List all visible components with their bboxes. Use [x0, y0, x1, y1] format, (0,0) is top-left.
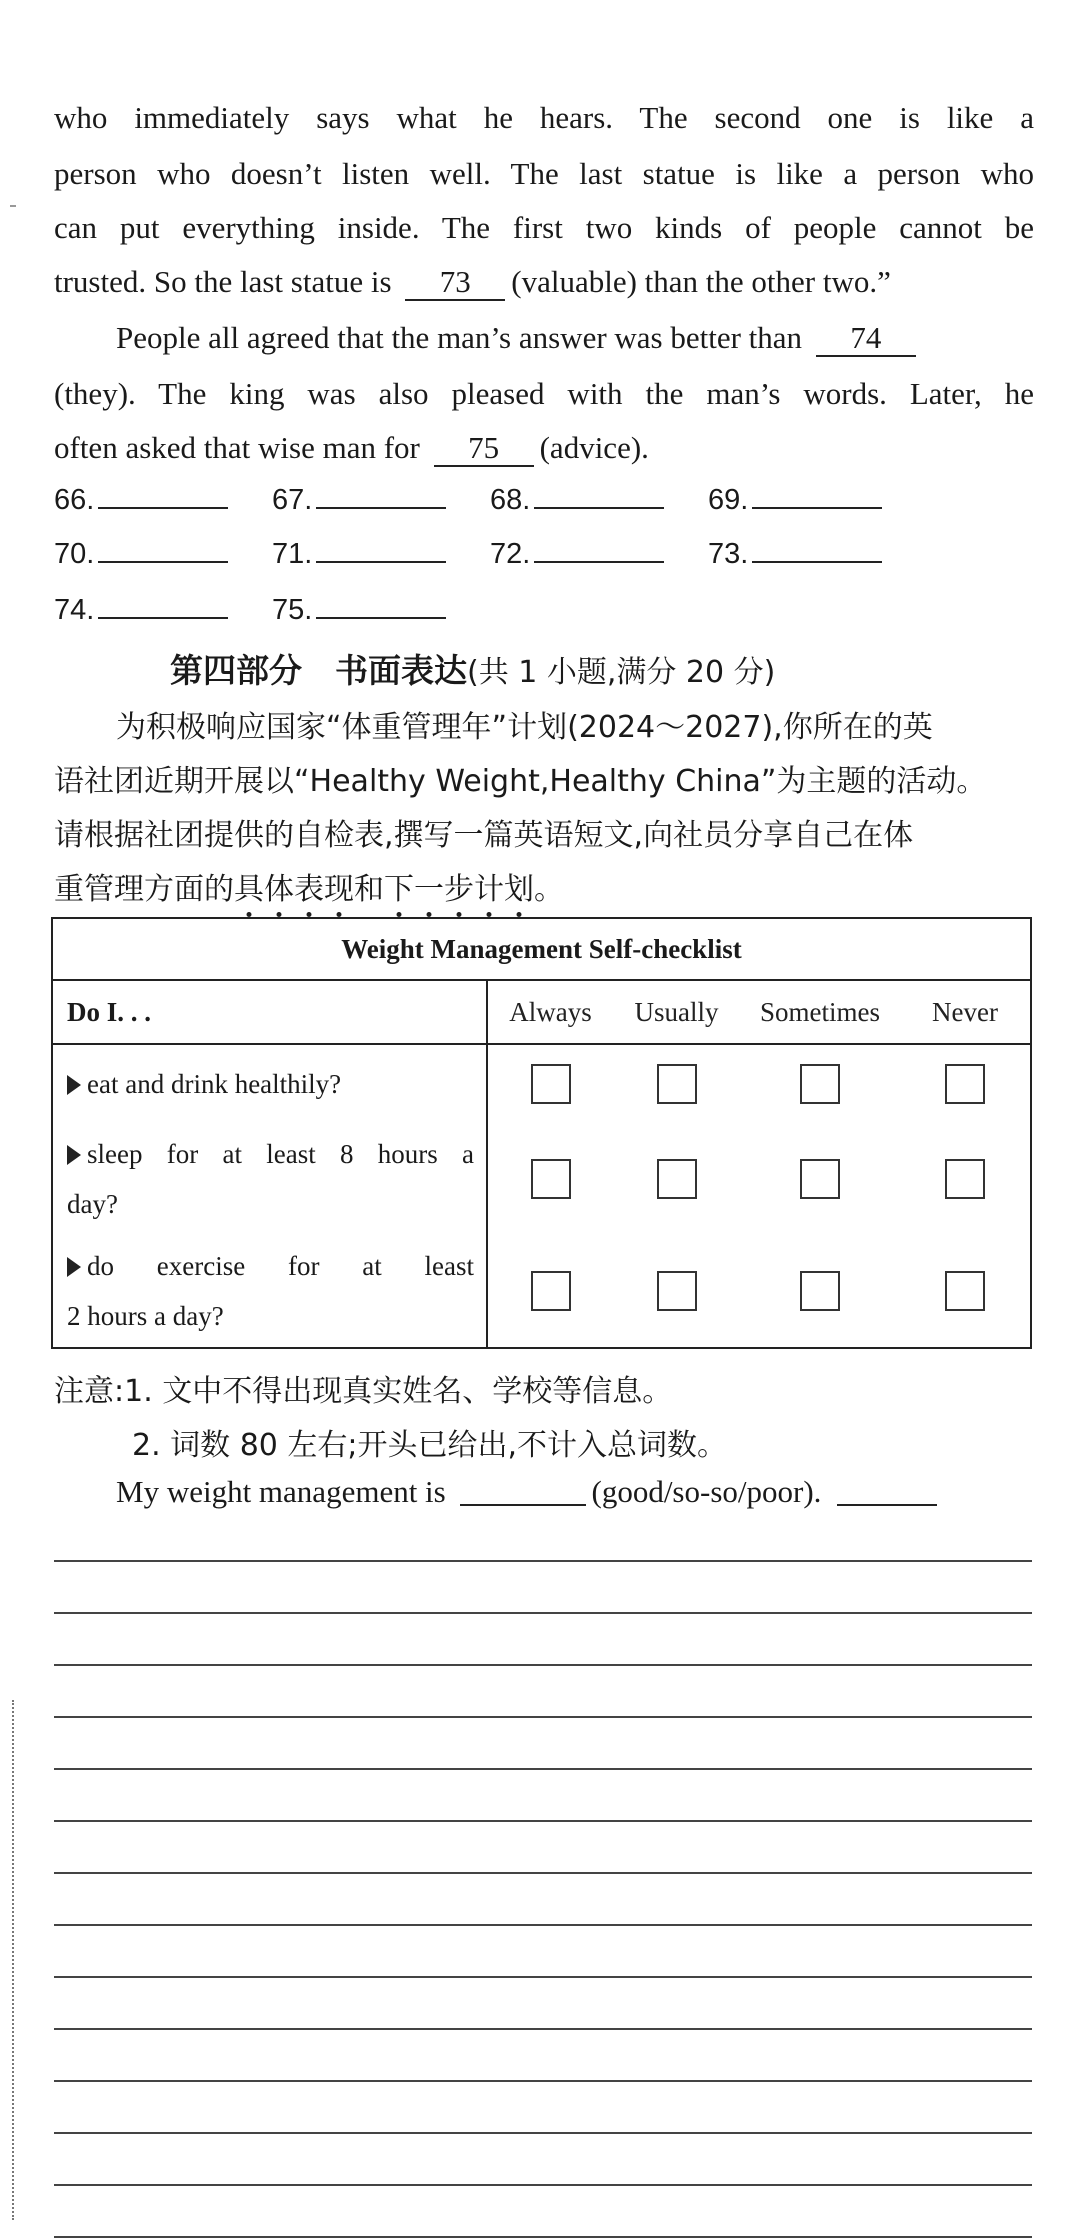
emphasis-character: 表: [294, 872, 324, 907]
answer-70[interactable]: [54, 538, 228, 571]
passage-line-1: who immediately says what he hears. The second one is like a: [54, 100, 1034, 135]
emphasis-character: 步: [444, 872, 474, 907]
emphasis-character: 具: [234, 872, 264, 907]
note-1: 1. 文中不得出现真实姓名、学校等信息。: [124, 1374, 673, 1409]
emphasis-character: 计: [474, 872, 504, 907]
self-checklist-table: [51, 917, 1032, 1349]
answer-number: 73.: [708, 538, 749, 570]
passage-line-3: can put everything inside. The first two kinds of people cannot be: [54, 210, 1034, 245]
section-score: (共 1 小题,满分 20 分): [467, 655, 776, 690]
answer-number: 71.: [272, 538, 313, 570]
option-cell: [900, 1123, 1031, 1235]
passage-text: (advice).: [539, 430, 649, 465]
passage-text: (valuable) than the other two.”: [511, 264, 891, 299]
emphasis-character: 体: [264, 872, 294, 907]
checkbox-usually[interactable]: [657, 1159, 697, 1199]
section-title: [170, 645, 775, 692]
option-cell: [487, 1235, 613, 1348]
writing-line[interactable]: [54, 1664, 1032, 1666]
option-cell: [613, 1123, 740, 1235]
option-cell: [487, 1123, 613, 1235]
writing-line[interactable]: [54, 1612, 1032, 1614]
prompt-line-1: 为积极响应国家“体重管理年”计划(2024～2027),你所在的英: [116, 710, 933, 745]
triangle-bullet-icon: [67, 1145, 81, 1165]
opening-options: (good/so-so/poor).: [591, 1474, 822, 1509]
writing-line[interactable]: [54, 1924, 1032, 1926]
answer-line[interactable]: [98, 561, 228, 563]
emphasis-character: 划: [504, 872, 534, 907]
answer-line[interactable]: [534, 561, 664, 563]
option-cell: [900, 1235, 1031, 1348]
answer-72[interactable]: [490, 538, 664, 571]
passage-line-6: (they). The king was also pleased with the man’s words. Later, he: [54, 376, 1034, 411]
answer-number: 70.: [54, 538, 95, 570]
passage-line-4: [54, 264, 1034, 301]
checklist-row: [52, 1123, 1031, 1235]
opening-sentence: [116, 1474, 1034, 1510]
margin-mark: [10, 205, 16, 207]
writing-line[interactable]: [54, 1716, 1032, 1718]
checklist-row: [52, 1235, 1031, 1348]
checkbox-sometimes[interactable]: [800, 1159, 840, 1199]
blank-75: 75: [434, 432, 534, 467]
question-cell: [52, 1044, 487, 1123]
prompt-text: 重管理方面的: [54, 872, 234, 907]
emphasis-specific-performance: [234, 872, 354, 907]
column-header-question: Do I. . .: [52, 980, 487, 1044]
checkbox-never[interactable]: [945, 1064, 985, 1104]
answer-66[interactable]: [54, 484, 228, 517]
question-text-continued: day?: [67, 1189, 118, 1219]
answer-line[interactable]: [752, 561, 882, 563]
option-cell: [900, 1044, 1031, 1123]
option-cell: [740, 1235, 900, 1348]
note-label: 注意:: [54, 1374, 125, 1409]
note-line-1: [54, 1366, 1034, 1410]
answer-71[interactable]: [272, 538, 446, 571]
opening-text: My weight management is: [116, 1474, 446, 1509]
answer-line[interactable]: [752, 507, 882, 509]
passage-text: often asked that wise man for: [54, 430, 420, 465]
answer-68[interactable]: [490, 484, 664, 517]
section-heading: 第四部分 书面表达: [170, 651, 467, 690]
prompt-line-4: [54, 864, 1034, 908]
rating-blank[interactable]: [460, 1474, 586, 1506]
writing-line[interactable]: [54, 2080, 1032, 2082]
question-text: sleep for at least 8 hours a: [87, 1139, 474, 1169]
answer-number: 68.: [490, 484, 531, 516]
prompt-text: 。: [534, 872, 564, 907]
checklist-row: [52, 1044, 1031, 1123]
column-header-usually: Usually: [613, 980, 740, 1044]
writing-line[interactable]: [54, 1820, 1032, 1822]
passage-line-7: [54, 430, 1034, 467]
option-cell: [487, 1044, 613, 1123]
emphasis-character: 一: [414, 872, 444, 907]
writing-line[interactable]: [54, 2184, 1032, 2186]
answer-number: 67.: [272, 484, 313, 516]
answer-69[interactable]: [708, 484, 882, 517]
option-cell: [613, 1235, 740, 1348]
prompt-line-2: 语社团近期开展以“Healthy Weight,Healthy China”为主题的活动。: [54, 764, 987, 799]
column-header-sometimes: Sometimes: [740, 980, 900, 1044]
checkbox-sometimes[interactable]: [800, 1271, 840, 1311]
emphasis-character: 下: [384, 872, 414, 907]
prompt-text: 和: [354, 872, 384, 907]
answer-number: 69.: [708, 484, 749, 516]
emphasis-character: 现: [324, 872, 354, 907]
answer-73[interactable]: [708, 538, 882, 571]
writing-line[interactable]: [54, 1976, 1032, 1978]
checkbox-never[interactable]: [945, 1271, 985, 1311]
note-2: 2. 词数 80 左右;开头已给出,不计入总词数。: [132, 1428, 728, 1463]
writing-line[interactable]: [54, 1768, 1032, 1770]
blank-73: 73: [405, 266, 505, 301]
column-header-always: Always: [487, 980, 613, 1044]
answer-line[interactable]: [316, 561, 446, 563]
passage-line-5: [116, 320, 1080, 357]
blank-74: 74: [816, 322, 916, 357]
checkbox-always[interactable]: [531, 1271, 571, 1311]
passage-text: trusted. So the last statue is: [54, 264, 392, 299]
passage-text: People all agreed that the man’s answer was better than: [116, 320, 803, 355]
prompt-line-3: 请根据社团提供的自检表,撰写一篇英语短文,向社员分享自己在体: [54, 818, 914, 853]
checkbox-sometimes[interactable]: [800, 1064, 840, 1104]
answer-number: 66.: [54, 484, 95, 516]
checkbox-usually[interactable]: [657, 1271, 697, 1311]
writing-line[interactable]: [54, 1560, 1032, 1562]
answer-number: 75.: [272, 594, 313, 626]
question-text: do exercise for at least: [87, 1251, 474, 1281]
triangle-bullet-icon: [67, 1075, 81, 1095]
answer-line[interactable]: [534, 507, 664, 509]
writing-start-blank[interactable]: [837, 1474, 937, 1506]
question-cell: [52, 1235, 487, 1348]
answer-line[interactable]: [98, 507, 228, 509]
checklist-title: Weight Management Self-checklist: [52, 918, 1031, 980]
answer-line[interactable]: [316, 507, 446, 509]
question-text: eat and drink healthily?: [87, 1069, 342, 1099]
binding-margin-dots: [12, 1700, 14, 2220]
answer-line[interactable]: [316, 617, 446, 619]
writing-line[interactable]: [54, 2132, 1032, 2134]
triangle-bullet-icon: [67, 1257, 81, 1277]
option-cell: [613, 1044, 740, 1123]
question-cell: [52, 1123, 487, 1235]
checkbox-usually[interactable]: [657, 1064, 697, 1104]
question-text-continued: 2 hours a day?: [67, 1301, 224, 1331]
option-cell: [740, 1044, 900, 1123]
emphasis-next-plan: [384, 872, 534, 907]
passage-line-2: person who doesn’t listen well. The last statue is like a person who: [54, 156, 1034, 191]
writing-line[interactable]: [54, 1872, 1032, 1874]
checkbox-never[interactable]: [945, 1159, 985, 1199]
option-cell: [740, 1123, 900, 1235]
answer-74[interactable]: [54, 594, 228, 627]
answer-number: 74.: [54, 594, 95, 626]
answer-number: 72.: [490, 538, 531, 570]
checkbox-always[interactable]: [531, 1159, 571, 1199]
column-header-never: Never: [900, 980, 1031, 1044]
answer-67[interactable]: [272, 484, 446, 517]
checkbox-always[interactable]: [531, 1064, 571, 1104]
answer-line[interactable]: [98, 617, 228, 619]
writing-line[interactable]: [54, 2028, 1032, 2030]
answer-75[interactable]: [272, 594, 446, 627]
